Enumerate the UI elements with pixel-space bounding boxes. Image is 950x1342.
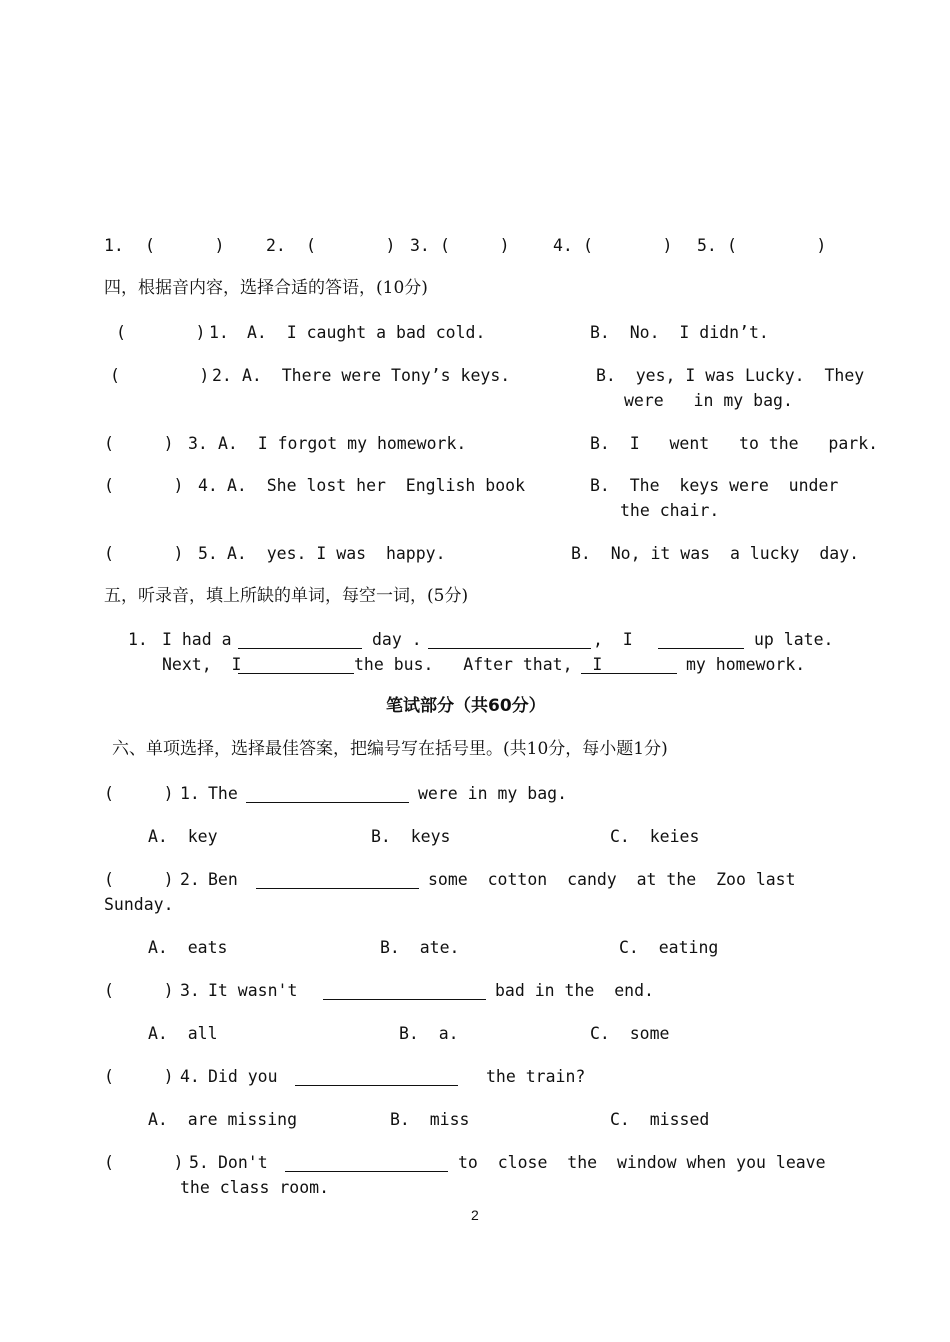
answer-1-paren: ( ) xyxy=(145,236,225,255)
s6-q2-pre: Ben xyxy=(208,870,238,889)
s6-q3-paren: ( ) xyxy=(104,981,174,1000)
s4-q1-num: 1. xyxy=(209,323,229,342)
s6-q2-cont: Sunday. xyxy=(104,895,174,914)
s6-q2-option-a: A. eats xyxy=(148,938,228,957)
s6-q1-option-a: A. key xyxy=(148,827,218,846)
s6-q5-blank[interactable] xyxy=(285,1171,448,1172)
answer-2-num: 2. xyxy=(266,236,286,255)
section5-heading: 五，听录音，填上所缺的单词，每空一词，(5分) xyxy=(104,586,469,606)
s6-q1-num: 1. xyxy=(180,784,200,803)
s4-q3-option-b: B. I went to the park. xyxy=(590,434,879,453)
s5-blank-3[interactable] xyxy=(658,648,744,649)
s6-q5-pre: Don't xyxy=(218,1153,268,1172)
answer-5-paren: ( ) xyxy=(727,236,827,255)
s4-q3-option-a: A. I forgot my homework. xyxy=(218,434,467,453)
s6-q5-num: 5. xyxy=(189,1153,209,1172)
s6-q3-post: bad in the end. xyxy=(495,981,654,1000)
s6-q5-post: to close the window when you leave xyxy=(458,1153,826,1172)
section4-heading: 四，根据音内容，选择合适的答语，(10分) xyxy=(104,278,428,298)
s6-q4-paren: ( ) xyxy=(104,1067,174,1086)
s4-q4-option-b-cont: the chair. xyxy=(620,501,720,520)
s5-blank-5[interactable] xyxy=(581,673,677,674)
s4-q5-num: 5. xyxy=(198,544,218,563)
s6-q4-option-a: A. are missing xyxy=(148,1110,298,1129)
s6-q1-pre: The xyxy=(208,784,238,803)
s6-q4-option-b: B. miss xyxy=(390,1110,470,1129)
s6-q4-num: 4. xyxy=(180,1067,200,1086)
section6-heading: 六、单项选择，选择最佳答案，把编号写在括号里。(共10分，每小题1分) xyxy=(112,739,668,759)
s5-line1-text4: up late. xyxy=(754,630,834,649)
s5-line1-text2: day . xyxy=(372,630,422,649)
s6-q3-pre: It wasn't xyxy=(208,981,298,1000)
s4-q4-option-b: B. The keys were under xyxy=(590,476,839,495)
answer-2-paren: ( ) xyxy=(306,236,396,255)
s6-q2-blank[interactable] xyxy=(256,888,419,889)
s5-line2-text1: Next, I xyxy=(162,655,242,674)
s5-line1-text1: I had a xyxy=(162,630,232,649)
s6-q1-blank[interactable] xyxy=(246,802,409,803)
answer-1-num: 1. xyxy=(104,236,124,255)
s4-q4-num: 4. xyxy=(198,476,218,495)
s6-q1-option-c: C. keies xyxy=(610,827,700,846)
answer-5-num: 5. xyxy=(697,236,717,255)
s4-q4-option-a: A. She lost her English book xyxy=(227,476,526,495)
s6-q2-paren: ( ) xyxy=(104,870,174,889)
s4-q4-paren: ( ) xyxy=(104,476,184,495)
s4-q1-option-b: B. No. I didn’t. xyxy=(590,323,769,342)
s6-q5-paren: ( ) xyxy=(104,1153,184,1172)
s6-q4-post: the train? xyxy=(486,1067,586,1086)
s4-q2-option-a: A. There were Tony’s keys. xyxy=(242,366,511,385)
s5-line1-text3: , I xyxy=(593,630,633,649)
answer-4-paren: ( ) xyxy=(583,236,673,255)
s4-q2-option-b: B. yes, I was Lucky. They xyxy=(596,366,865,385)
s6-q3-option-b: B. a. xyxy=(399,1024,459,1043)
s5-line2-text3: my homework. xyxy=(686,655,806,674)
s4-q3-num: 3. xyxy=(188,434,208,453)
answer-4-num: 4. xyxy=(553,236,573,255)
s6-q3-num: 3. xyxy=(180,981,200,1000)
s6-q2-option-c: C. eating xyxy=(619,938,719,957)
s6-q2-post: some cotton candy at the Zoo last xyxy=(428,870,796,889)
s4-q5-option-a: A. yes. I was happy. xyxy=(227,544,446,563)
s4-q1-option-a: A. I caught a bad cold. xyxy=(247,323,486,342)
s6-q2-option-b: B. ate. xyxy=(380,938,460,957)
s5-line1-num: 1. xyxy=(128,630,148,649)
s6-q3-blank[interactable] xyxy=(323,999,486,1000)
s4-q2-option-b-cont: were in my bag. xyxy=(624,391,793,410)
s4-q1-paren: ( ) xyxy=(116,323,206,342)
answer-3-paren: ( ) xyxy=(440,236,510,255)
page-number: 2 xyxy=(471,1207,479,1223)
s6-q1-post: were in my bag. xyxy=(418,784,568,803)
s4-q2-num: 2. xyxy=(212,366,232,385)
s5-blank-4[interactable] xyxy=(238,673,354,674)
s5-blank-2[interactable] xyxy=(428,648,591,649)
written-part-title: 笔试部分（共60分） xyxy=(386,696,546,716)
s6-q3-option-c: C. some xyxy=(590,1024,670,1043)
s6-q3-option-a: A. all xyxy=(148,1024,218,1043)
s4-q5-option-b: B. No, it was a lucky day. xyxy=(571,544,860,563)
s6-q1-option-b: B. keys xyxy=(371,827,451,846)
s6-q4-option-c: C. missed xyxy=(610,1110,710,1129)
s6-q2-num: 2. xyxy=(180,870,200,889)
s4-q5-paren: ( ) xyxy=(104,544,184,563)
s4-q3-paren: ( ) xyxy=(104,434,174,453)
s6-q5-cont: the class room. xyxy=(180,1178,330,1197)
s4-q2-paren: ( ) xyxy=(110,366,210,385)
s6-q4-blank[interactable] xyxy=(295,1085,458,1086)
s6-q1-paren: ( ) xyxy=(104,784,174,803)
s5-blank-1[interactable] xyxy=(238,648,362,649)
s5-line2-text2: the bus. After that, I xyxy=(354,655,603,674)
answer-3-num: 3. xyxy=(410,236,430,255)
s6-q4-pre: Did you xyxy=(208,1067,278,1086)
